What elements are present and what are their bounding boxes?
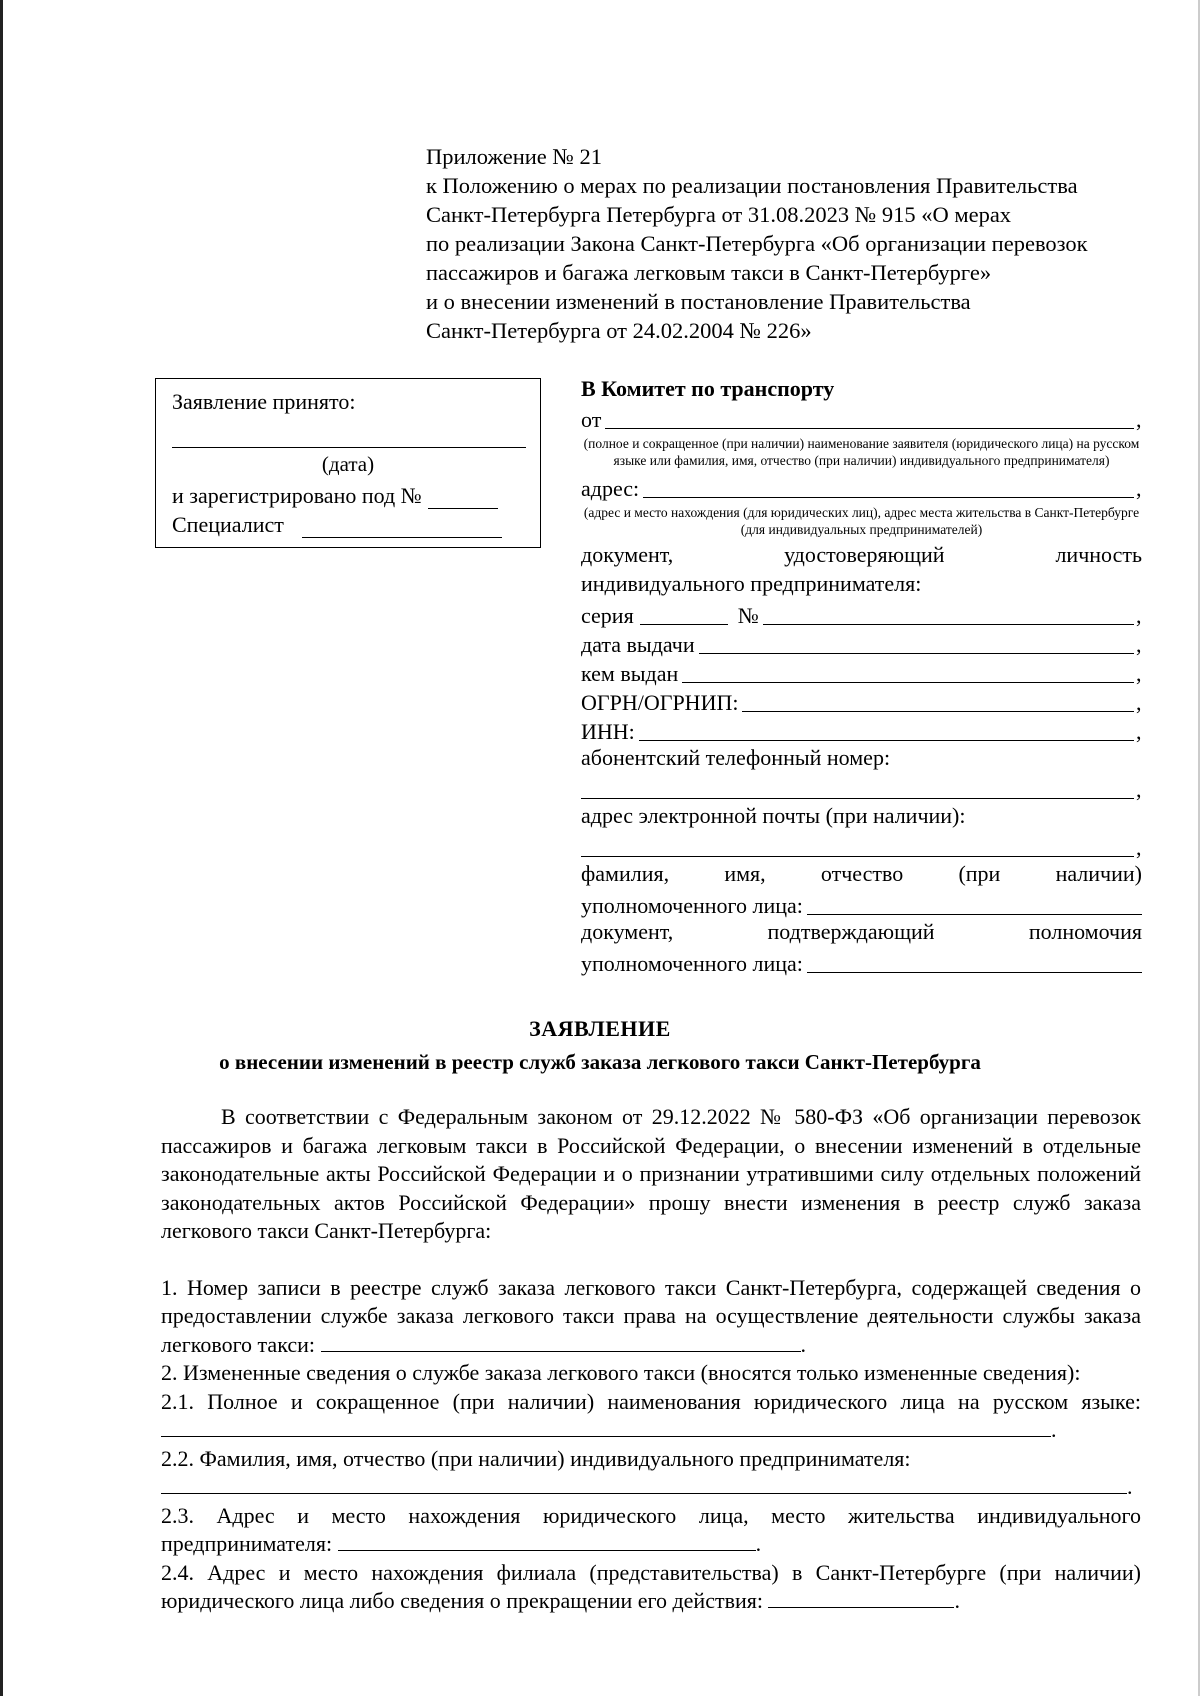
appendix-line: к Положению о мерах по реализации постановления Правительства: [426, 173, 1078, 198]
statement-subtitle: о внесении изменений в реестр служб заказа легкового такси Санкт-Петербурга: [219, 1050, 981, 1074]
statement-body: [161, 1103, 1141, 1616]
rep-name-label: уполномоченного лица:: [581, 893, 803, 918]
appendix-line: и о внесении изменений в постановление Правительства: [426, 289, 971, 314]
item-1: 1. Номер записи в реестре служб заказа легкового такси Санкт-Петербурга, содержащей сведения о предоставлении службе заказа легкового такси права на осуществление деятельности службы заказа легкового такси: .: [161, 1274, 1141, 1357]
inn-row: ИНН: ,: [581, 719, 1142, 744]
number-label: №: [737, 603, 759, 628]
phone-row: ,: [581, 774, 1142, 803]
item-2-4: 2.4. Адрес и место нахождения филиала (представительства) в Санкт-Петербурге (при наличии) юридического лица либо сведения о прекращении его действия: .: [161, 1559, 1141, 1613]
rep-name-word: наличии): [1055, 861, 1142, 886]
rep-doc-field[interactable]: [807, 954, 1142, 973]
email-label: адрес электронной почты (при наличии):: [581, 803, 966, 828]
appendix-line: пассажиров и багажа легковым такси в Санкт-Петербурге»: [426, 260, 992, 285]
statement-title: ЗАЯВЛЕНИЕ: [529, 1016, 671, 1041]
series-row: серия № ,: [581, 603, 1142, 628]
receipt-blank-line[interactable]: [172, 417, 526, 448]
id-doc-word: документ,: [581, 542, 674, 567]
email-row: ,: [581, 832, 1142, 861]
from-label: от: [581, 407, 602, 432]
appendix-line: Санкт-Петербурга от 24.02.2004 № 226»: [426, 318, 812, 343]
address-note: (адрес и место нахождения (для юридических лиц), адрес места жительства в Санкт-Петербурге (для индивидуальных предпринимателей): [583, 505, 1140, 537]
issued-by-row: кем выдан ,: [581, 661, 1142, 686]
rep-doc-word: подтверждающий: [767, 919, 935, 944]
rep-name-word: фамилия,: [581, 861, 670, 886]
appendix-header: [426, 142, 1146, 345]
phone-field[interactable]: [581, 780, 1134, 799]
intro-paragraph: В соответствии с Федеральным законом от 29.12.2022 № 580-ФЗ «Об организации перевозок пассажиров и багажа легковым такси в Российской Федерации, о внесении изменений в отдельные законодательные акты Российской Федерации и о признании утратившими силу отдельных положений законодательных актов Российской Федерации» прошу внести изменения в реестр служб заказа легкового такси Санкт-Петербурга:: [161, 1104, 1141, 1243]
issued-by-label: кем выдан: [581, 661, 679, 686]
item-2-4-text: 2.4. Адрес и место нахождения филиала (представительства) в Санкт-Петербурге (при наличии) юридического лица либо сведения о прекращении его действия:: [161, 1559, 1141, 1613]
rep-name-line: [581, 861, 1142, 890]
from-note: (полное и сокращенное (при наличии) наименование заявителя (юридического лица) на русском языке или фамилия, имя, отчество (при наличии) индивидуального предпринимателя): [583, 436, 1140, 468]
item-2-2: 2.2. Фамилия, имя, отчество (при наличии) индивидуального предпринимателя:: [161, 1445, 911, 1471]
number-field[interactable]: [763, 606, 1134, 625]
rep-name-row: [581, 890, 1142, 919]
series-label: серия: [581, 603, 634, 628]
receipt-box: [155, 378, 541, 548]
issue-date-field[interactable]: [699, 635, 1134, 654]
issue-date-row: дата выдачи ,: [581, 632, 1142, 657]
item-2-2-line: .: [161, 1473, 1141, 1502]
item-2: 2. Измененные сведения о службе заказа легкового такси (вносятся только измененные сведения):: [161, 1360, 1081, 1385]
rep-doc-row: [581, 948, 1142, 977]
inn-label: ИНН:: [581, 719, 635, 744]
appendix-line: по реализации Закона Санкт-Петербурга «Об организации перевозок: [426, 231, 1088, 256]
receipt-registered-row: [172, 480, 524, 509]
phone-label: абонентский телефонный номер:: [581, 745, 891, 770]
appendix-line: Приложение № 21: [426, 144, 602, 169]
appendix-line: Санкт-Петербурга Петербурга от 31.08.2023 № 915 «О мерах: [426, 202, 1012, 227]
ogrn-field[interactable]: [742, 693, 1134, 712]
rep-name-field[interactable]: [807, 896, 1142, 915]
inn-field[interactable]: [639, 722, 1134, 741]
scan-left-edge: [0, 0, 3, 1696]
receipt-date-label: (дата): [321, 452, 375, 476]
item-2-1-text: 2.1. Полное и сокращенное (при наличии) наименования юридического лица на русском языке:: [161, 1388, 1141, 1414]
item-2-2-field[interactable]: [161, 1475, 1127, 1494]
item-2-3-text: 2.3. Адрес и место нахождения юридического лица, место жительства индивидуального предпринимателя:: [161, 1502, 1141, 1556]
rep-doc-line: [581, 919, 1142, 948]
id-doc-word: удостоверяющий: [784, 542, 945, 567]
item-2-4-field[interactable]: [768, 1589, 954, 1608]
item-1-field[interactable]: [321, 1333, 801, 1352]
item-2-1-field[interactable]: [161, 1418, 1051, 1437]
item-2-3-field[interactable]: [338, 1532, 756, 1551]
receipt-specialist-label: Специалист: [172, 512, 284, 537]
ogrn-row: ОГРН/ОГРНИП: ,: [581, 690, 1142, 715]
address-label: адрес:: [581, 476, 640, 501]
issued-by-field[interactable]: [682, 664, 1134, 683]
address-row: адрес: ,: [581, 476, 1142, 501]
rep-doc-label: уполномоченного лица:: [581, 951, 803, 976]
issue-date-label: дата выдачи: [581, 632, 695, 657]
item-2-1: 2.1. Полное и сокращенное (при наличии) наименования юридического лица на русском языке: .: [161, 1388, 1141, 1442]
series-field[interactable]: [640, 606, 728, 625]
ogrn-label: ОГРН/ОГРНИП:: [581, 690, 739, 715]
specialist-field[interactable]: [302, 517, 502, 538]
rep-name-word: имя,: [724, 861, 766, 886]
item-1-text: 1. Номер записи в реестре служб заказа легкового такси Санкт-Петербурга, содержащей сведения о предоставлении службе заказа легкового такси права на осуществление деятельности службы заказа легкового такси:: [161, 1274, 1141, 1357]
rep-doc-word: полномочия: [1028, 919, 1142, 944]
receipt-registered-label: и зарегистрировано под №: [172, 483, 422, 508]
addressee-block: [581, 376, 1142, 977]
registration-number-field[interactable]: [428, 488, 498, 509]
id-doc-line: [581, 542, 1142, 571]
from-row: от ,: [581, 407, 1142, 432]
receipt-specialist-row: [172, 509, 524, 538]
id-doc-word: личность: [1055, 542, 1142, 567]
rep-name-word: (при: [958, 861, 1001, 886]
rep-doc-word: документ,: [581, 919, 674, 944]
address-field[interactable]: [643, 479, 1134, 498]
email-field[interactable]: [581, 838, 1134, 857]
rep-name-word: отчество: [820, 861, 904, 886]
item-2-3: 2.3. Адрес и место нахождения юридического лица, место жительства индивидуального предпринимателя: .: [161, 1502, 1141, 1556]
receipt-title: Заявление принято:: [172, 389, 356, 414]
addressee-heading: В Комитет по транспорту: [581, 376, 835, 401]
id-doc-line2: индивидуального предпринимателя:: [581, 571, 922, 596]
from-field[interactable]: [605, 410, 1134, 429]
